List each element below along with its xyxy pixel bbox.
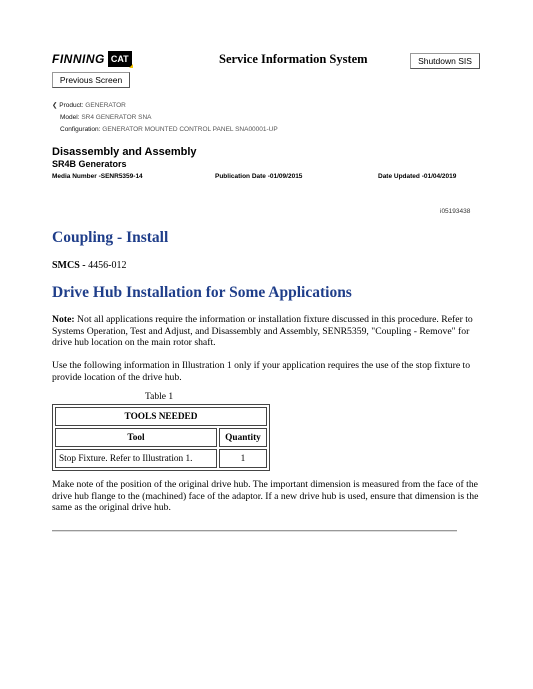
document-title: Disassembly and Assembly [52,146,197,158]
configuration-line [60,126,278,133]
model-label: Model: [60,114,80,121]
model-line [60,114,152,121]
note-paragraph [52,314,482,349]
tools-table [52,404,270,471]
configuration-label: Configuration: [60,126,101,133]
section-heading: Drive Hub Installation for Some Applications [52,284,352,301]
table-caption: Table 1 [145,392,174,402]
usage-paragraph: Use the following information in Illustration 1 only if your application requires the use of the stop fixture to provide location of the drive hub. [52,360,471,383]
table-title: TOOLS NEEDED [55,407,267,426]
table-row [55,449,267,468]
publication-date: Publication Date -01/09/2015 [215,173,303,180]
shutdown-sis-button[interactable]: Shutdown SIS [410,53,480,69]
product-label: Product: [59,102,84,109]
document-subtitle: SR4B Generators [52,159,127,169]
media-number: Media Number -SENR5359-14 [52,173,143,180]
column-header-tool: Tool [55,428,217,447]
product-value: GENERATOR [85,102,126,109]
column-header-quantity: Quantity [219,428,267,447]
smcs-value: 4456-012 [88,260,127,271]
system-title: Service Information System [219,52,368,66]
back-chevron-icon[interactable]: ❮ [52,102,58,109]
configuration-value: GENERATOR MOUNTED CONTROL PANEL SNA00001-UP [102,126,278,133]
note-label: Note: [52,314,75,325]
document-id: i05193438 [440,208,471,215]
date-updated: Date Updated -01/04/2019 [378,173,457,180]
cat-badge: CAT [108,51,132,67]
logo-text: FINNING [52,52,105,66]
page-heading: Coupling - Install [52,229,169,246]
note-text: Not all applications require the information or installation fixture discussed in this procedure. Refer to Systems Operation, Test and Adjust, and Disassembly and Assembly, SENR5359, "Coupling - Remove" for drive hub location on the main rotor shaft. [52,314,473,348]
measurement-paragraph: Make note of the position of the original drive hub. The important dimension is measured from the face of the drive hub flange to the (machined) face of the adaptor. If a new drive hub is used, ensure that dimension is the same as the original drive hub. [52,479,479,513]
product-line [52,101,126,109]
previous-screen-button[interactable]: Previous Screen [52,72,130,88]
finning-cat-logo [52,50,132,68]
model-value: SR4 GENERATOR SNA [81,114,152,121]
tool-cell: Stop Fixture. Refer to Illustration 1. [55,449,217,468]
smcs-label: SMCS - [52,260,89,271]
smcs-code [52,260,126,271]
quantity-cell: 1 [219,449,267,468]
divider [52,530,457,532]
